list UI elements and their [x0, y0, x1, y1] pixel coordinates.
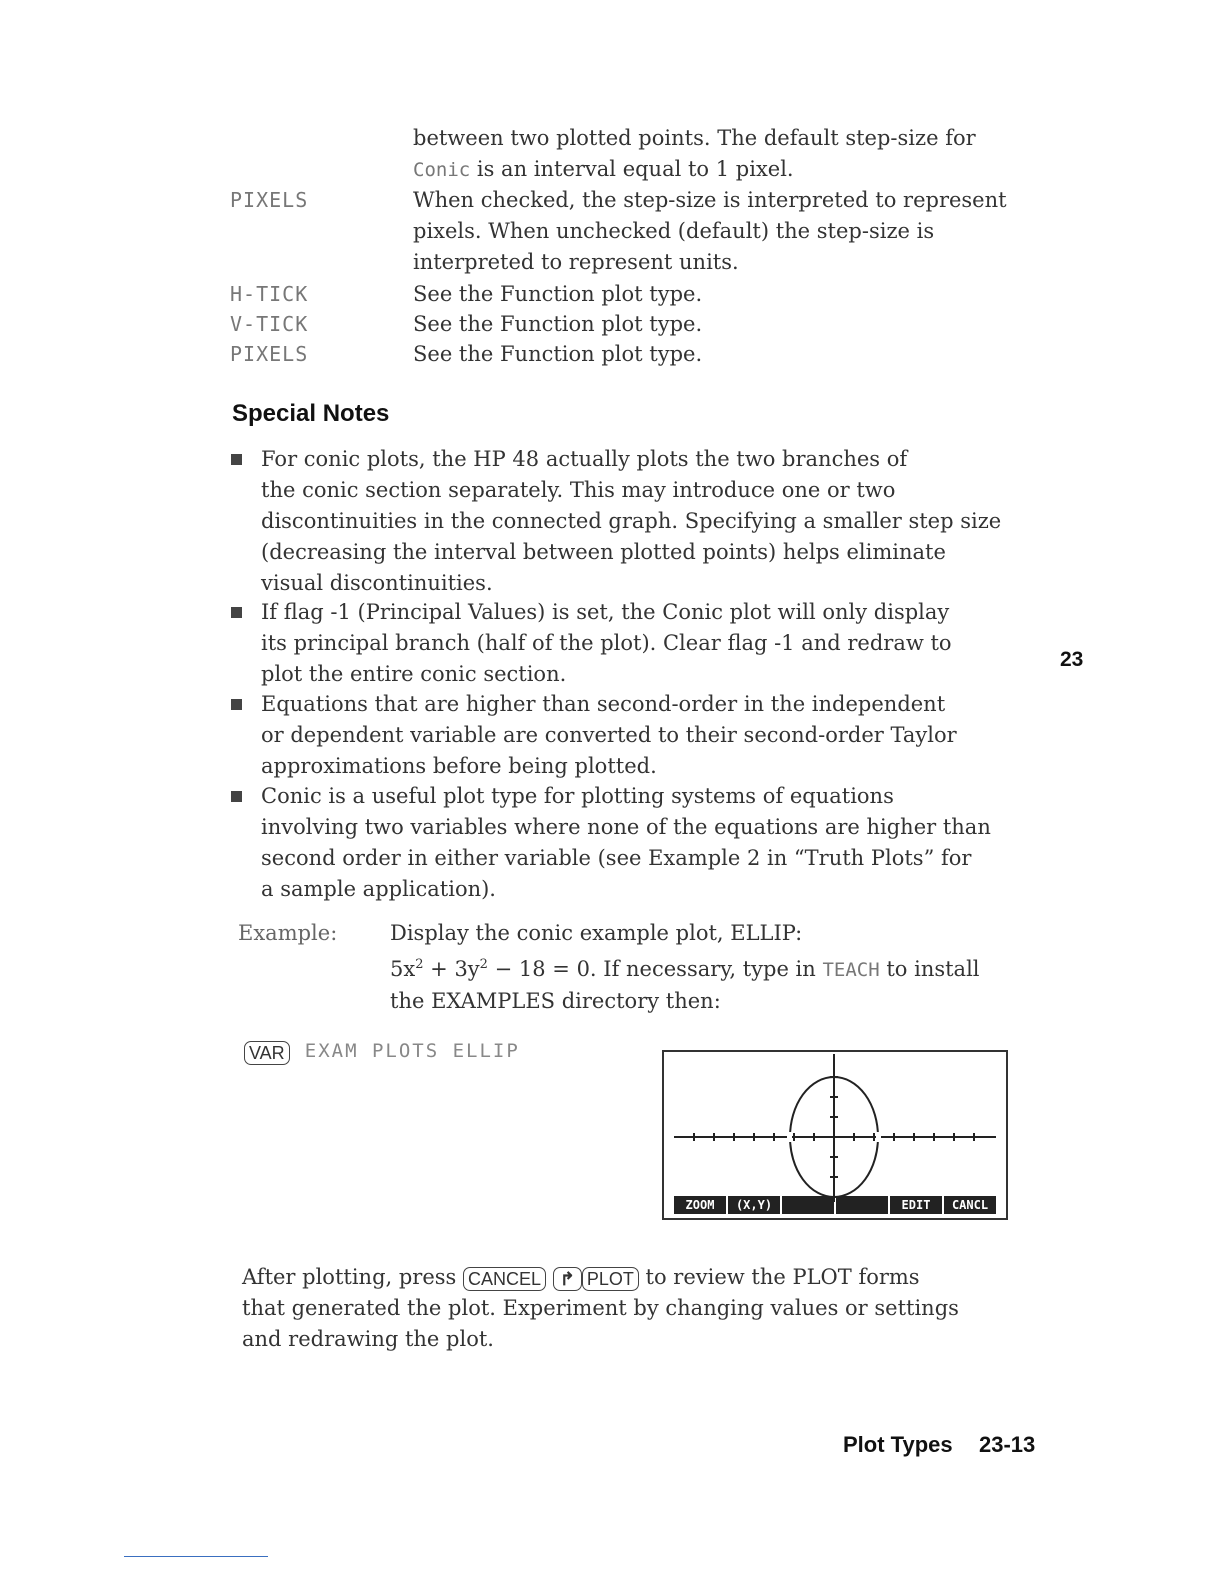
example-text: [390, 918, 1070, 1017]
right-shift-key: ↱: [553, 1267, 582, 1291]
eq-part: to install: [879, 957, 980, 981]
note-item: [231, 444, 1051, 599]
after-line: that generated the plot. Experiment by changing values or settings: [242, 1296, 959, 1320]
term-v-tick: V-TICK: [230, 312, 309, 336]
intro-line: between two plotted points. The default step-size for: [413, 126, 976, 150]
bullet-icon: [231, 791, 242, 802]
eq-sup: 2: [415, 957, 424, 972]
intro-line: [413, 154, 1053, 186]
note-line: Equations that are higher than second-order in the independent: [261, 692, 946, 716]
after-line: and redrawing the plot.: [242, 1327, 494, 1351]
softkey-xy[interactable]: (X,Y): [728, 1196, 780, 1214]
softkey-zoom[interactable]: ZOOM: [674, 1196, 726, 1214]
note-line: visual discontinuities.: [261, 571, 493, 595]
eq-part: 5x: [390, 957, 416, 981]
after-plot-text: [242, 1262, 1062, 1355]
note-line: Conic is a useful plot type for plotting systems of equations: [261, 784, 894, 808]
note-line: If flag -1 (Principal Values) is set, the Conic plot will only display: [261, 600, 950, 624]
note-line: discontinuities in the connected graph. Specifying a smaller step size: [261, 509, 1002, 533]
softkey-edit[interactable]: EDIT: [890, 1196, 942, 1214]
definition-line: interpreted to represent units.: [413, 250, 739, 274]
ellipse-plot: [664, 1052, 1006, 1218]
term-pixels-2: PIXELS: [230, 342, 309, 366]
note-line: its principal branch (half of the plot). Clear flag -1 and redraw to: [261, 631, 952, 655]
footer-page-number: 23-13: [979, 1432, 1036, 1457]
note-line: second order in either variable (see Example 2 in “Truth Plots” for: [261, 846, 972, 870]
var-key: VAR: [244, 1041, 290, 1065]
menu-keystrokes: EXAM PLOTS ELLIP: [304, 1040, 520, 1062]
note-item: [231, 597, 1051, 690]
note-line: For conic plots, the HP 48 actually plots the two branches of: [261, 447, 908, 471]
note-line: involving two variables where none of the equations are higher than: [261, 815, 991, 839]
definition-pixels-2: See the Function plot type.: [413, 342, 703, 366]
definition-line: pixels. When unchecked (default) the step-size is: [413, 219, 935, 243]
softkey-blank[interactable]: [836, 1196, 888, 1214]
intro-text: [413, 123, 1053, 186]
definition-pixels: [413, 185, 1053, 278]
footer-section: Plot Types: [843, 1432, 953, 1457]
example-line: the EXAMPLES directory then:: [390, 989, 721, 1013]
note-line: the conic section separately. This may introduce one or two: [261, 478, 896, 502]
bullet-icon: [231, 607, 242, 618]
bottom-rule: [124, 1556, 268, 1557]
note-item: [231, 781, 1051, 905]
softkey-cancl[interactable]: CANCL: [944, 1196, 996, 1214]
branch-gap: [787, 1132, 792, 1142]
chapter-tab: 23: [1060, 648, 1084, 671]
calculator-screen: [662, 1050, 1008, 1220]
bullet-icon: [231, 699, 242, 710]
definition-v-tick: See the Function plot type.: [413, 312, 703, 336]
keystroke-row: [244, 1040, 520, 1065]
note-line: plot the entire conic section.: [261, 662, 567, 686]
eq-part: − 18 = 0. If necessary, type in: [487, 957, 823, 981]
example-line: Display the conic example plot, ELLIP:: [390, 921, 803, 945]
plot-key: PLOT: [582, 1267, 639, 1291]
cancel-key: CANCEL: [463, 1267, 546, 1291]
note-line: approximations before being plotted.: [261, 754, 657, 778]
definition-line: When checked, the step-size is interpreted to represent: [413, 188, 1007, 212]
example-equation-line: [390, 949, 1070, 986]
after-line: [242, 1262, 1062, 1293]
teach-code: TEACH: [822, 959, 880, 981]
softkey-menu: [674, 1196, 996, 1214]
example-label: Example:: [238, 921, 338, 945]
eq-part: + 3y: [423, 957, 480, 981]
definition-h-tick: See the Function plot type.: [413, 282, 703, 306]
intro-line-rest: is an interval equal to 1 pixel.: [470, 157, 794, 181]
note-item: [231, 689, 1051, 782]
after-part: After plotting, press: [242, 1265, 464, 1289]
conic-code: Conic: [413, 159, 471, 181]
eq-sup: 2: [479, 957, 488, 972]
branch-gap: [876, 1132, 881, 1142]
special-notes-heading: Special Notes: [232, 400, 390, 427]
after-part: to review the PLOT forms: [638, 1265, 920, 1289]
softkey-blank[interactable]: [782, 1196, 834, 1214]
note-line: (decreasing the interval between plotted points) helps eliminate: [261, 540, 946, 564]
term-pixels: PIXELS: [230, 188, 309, 212]
bullet-icon: [231, 454, 242, 465]
note-line: or dependent variable are converted to their second-order Taylor: [261, 723, 957, 747]
note-line: a sample application).: [261, 877, 496, 901]
term-h-tick: H-TICK: [230, 282, 309, 306]
